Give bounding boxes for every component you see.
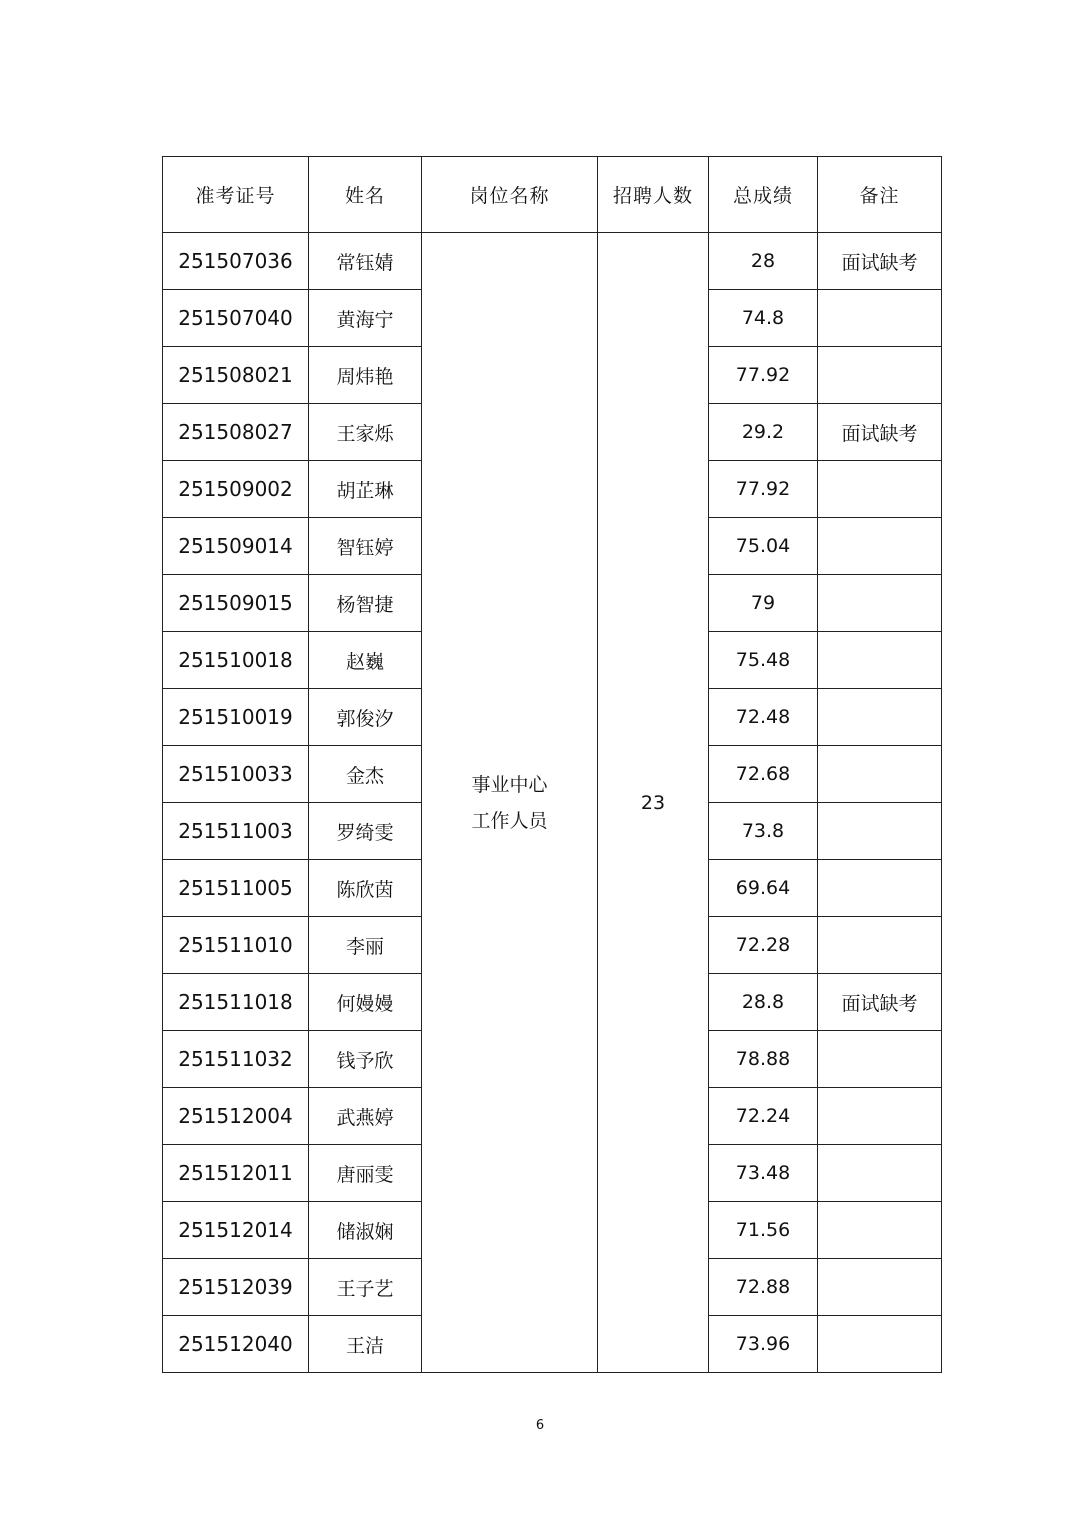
exam-id-cell: 251507036 <box>163 233 309 290</box>
exam-id-cell: 251512004 <box>163 1088 309 1145</box>
position-name-cell <box>422 233 598 1373</box>
name-cell: 赵巍 <box>309 632 422 689</box>
note-cell <box>818 290 942 347</box>
note-cell <box>818 1031 942 1088</box>
exam-id-cell: 251512014 <box>163 1202 309 1259</box>
note-cell <box>818 347 942 404</box>
note-cell: 面试缺考 <box>818 233 942 290</box>
header-exam-id: 准考证号 <box>163 157 309 233</box>
note-cell <box>818 1145 942 1202</box>
note-cell <box>818 1316 942 1373</box>
name-cell: 王洁 <box>309 1316 422 1373</box>
exam-id-cell: 251510018 <box>163 632 309 689</box>
score-cell: 28.8 <box>709 974 818 1031</box>
name-cell: 金杰 <box>309 746 422 803</box>
exam-id-cell: 251509014 <box>163 518 309 575</box>
results-table <box>162 156 942 1373</box>
score-cell: 71.56 <box>709 1202 818 1259</box>
score-cell: 29.2 <box>709 404 818 461</box>
name-cell: 唐丽雯 <box>309 1145 422 1202</box>
name-cell: 胡芷琳 <box>309 461 422 518</box>
exam-id-cell: 251509015 <box>163 575 309 632</box>
name-cell: 陈欣茵 <box>309 860 422 917</box>
note-cell <box>818 1088 942 1145</box>
score-cell: 72.68 <box>709 746 818 803</box>
exam-id-cell: 251512011 <box>163 1145 309 1202</box>
note-cell <box>818 746 942 803</box>
score-cell: 79 <box>709 575 818 632</box>
name-cell: 郭俊汐 <box>309 689 422 746</box>
header-total-score: 总成绩 <box>709 157 818 233</box>
exam-id-cell: 251511032 <box>163 1031 309 1088</box>
exam-id-cell: 251511005 <box>163 860 309 917</box>
note-cell <box>818 575 942 632</box>
exam-id-cell: 251512040 <box>163 1316 309 1373</box>
note-cell <box>818 1202 942 1259</box>
table-row <box>163 233 942 290</box>
exam-id-cell: 251512039 <box>163 1259 309 1316</box>
exam-id-cell: 251508027 <box>163 404 309 461</box>
score-cell: 75.04 <box>709 518 818 575</box>
note-cell: 面试缺考 <box>818 974 942 1031</box>
name-cell: 何嫚嫚 <box>309 974 422 1031</box>
position-name-line: 事业中心 <box>471 773 548 796</box>
name-cell: 罗绮雯 <box>309 803 422 860</box>
name-cell: 杨智捷 <box>309 575 422 632</box>
note-cell <box>818 518 942 575</box>
name-cell: 黄海宁 <box>309 290 422 347</box>
score-cell: 72.28 <box>709 917 818 974</box>
score-cell: 77.92 <box>709 347 818 404</box>
recruit-count-cell: 23 <box>598 233 709 1373</box>
score-cell: 28 <box>709 233 818 290</box>
name-cell: 王子艺 <box>309 1259 422 1316</box>
header-note: 备注 <box>818 157 942 233</box>
score-cell: 75.48 <box>709 632 818 689</box>
exam-id-cell: 251510019 <box>163 689 309 746</box>
note-cell <box>818 632 942 689</box>
score-cell: 72.24 <box>709 1088 818 1145</box>
position-name-line: 工作人员 <box>471 809 548 832</box>
name-cell: 武燕婷 <box>309 1088 422 1145</box>
note-cell <box>818 860 942 917</box>
name-cell: 王家烁 <box>309 404 422 461</box>
note-cell <box>818 803 942 860</box>
page-number: 6 <box>535 1418 545 1433</box>
score-cell: 73.8 <box>709 803 818 860</box>
score-cell: 72.88 <box>709 1259 818 1316</box>
score-cell: 69.64 <box>709 860 818 917</box>
note-cell <box>818 917 942 974</box>
name-cell: 周炜艳 <box>309 347 422 404</box>
exam-id-cell: 251510033 <box>163 746 309 803</box>
name-cell: 常钰婧 <box>309 233 422 290</box>
name-cell: 智钰婷 <box>309 518 422 575</box>
note-cell: 面试缺考 <box>818 404 942 461</box>
exam-id-cell: 251507040 <box>163 290 309 347</box>
exam-id-cell: 251509002 <box>163 461 309 518</box>
name-cell: 李丽 <box>309 917 422 974</box>
table-body <box>163 233 942 1373</box>
header-recruit-count: 招聘人数 <box>598 157 709 233</box>
table-header-row <box>163 157 942 233</box>
score-cell: 77.92 <box>709 461 818 518</box>
exam-id-cell: 251511010 <box>163 917 309 974</box>
score-cell: 74.8 <box>709 290 818 347</box>
note-cell <box>818 1259 942 1316</box>
score-cell: 72.48 <box>709 689 818 746</box>
note-cell <box>818 461 942 518</box>
header-name: 姓名 <box>309 157 422 233</box>
score-cell: 73.96 <box>709 1316 818 1373</box>
name-cell: 钱予欣 <box>309 1031 422 1088</box>
exam-id-cell: 251508021 <box>163 347 309 404</box>
note-cell <box>818 689 942 746</box>
exam-id-cell: 251511018 <box>163 974 309 1031</box>
header-position: 岗位名称 <box>422 157 598 233</box>
score-cell: 73.48 <box>709 1145 818 1202</box>
score-cell: 78.88 <box>709 1031 818 1088</box>
name-cell: 储淑娴 <box>309 1202 422 1259</box>
exam-id-cell: 251511003 <box>163 803 309 860</box>
